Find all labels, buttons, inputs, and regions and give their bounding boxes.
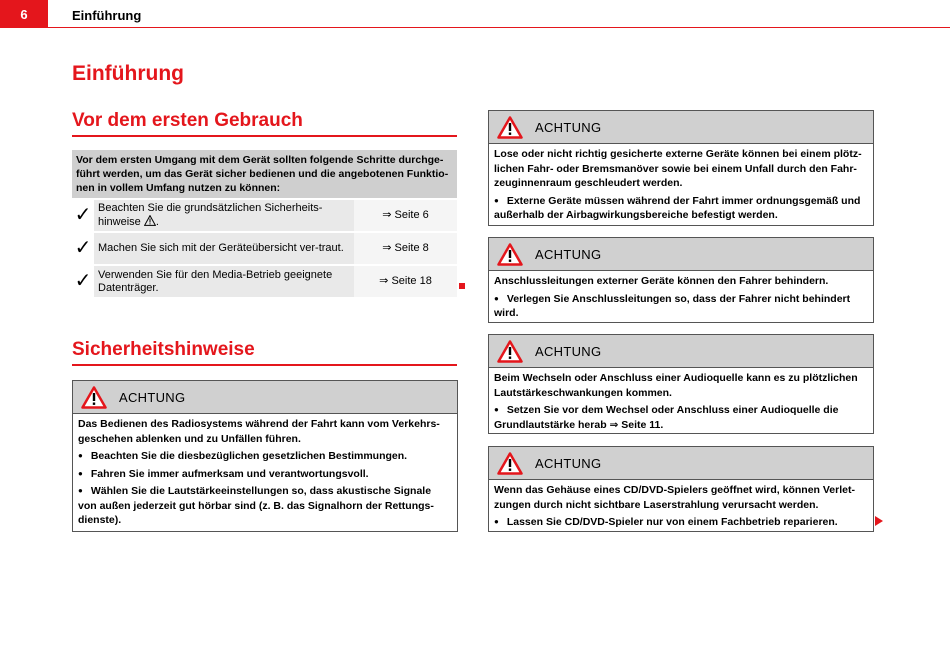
warning-box <box>488 334 874 434</box>
warning-header <box>489 111 873 144</box>
warning-body <box>489 271 873 327</box>
step-row <box>72 266 457 297</box>
warning-intro: Wenn das Gehäuse eines CD/DVD-Spielers geöffnet wird, können Verlet-zungen durch nicht sichtbare Laserstrahlung verursacht werden. <box>494 484 855 511</box>
warning-intro: Das Bedienen des Radiosystems während der Fahrt kann vom Verkehrs-geschehen ablenken und zu Unfällen führen. <box>78 418 440 445</box>
warning-intro: Anschlussleitungen externer Geräte können den Fahrer behindern. <box>494 275 829 287</box>
section-title-safety: Sicherheitshinweise <box>72 338 457 366</box>
warning-triangle-icon <box>497 116 523 139</box>
page-title: Einführung <box>72 62 184 85</box>
warning-bullet: ● Lassen Sie CD/DVD-Spieler nur von einem Fachbetrieb reparieren. <box>494 515 868 530</box>
section-end-marker <box>459 283 465 289</box>
warning-body <box>489 480 873 536</box>
warning-box <box>488 237 874 323</box>
warning-triangle-icon <box>497 452 523 475</box>
warning-triangle-icon <box>81 386 107 409</box>
step-page-ref[interactable]: ⇒ Seite 6 <box>354 200 457 231</box>
step-row <box>72 200 457 231</box>
warning-header <box>489 447 873 480</box>
warning-label: ACHTUNG <box>535 455 602 471</box>
warning-label: ACHTUNG <box>535 246 602 262</box>
warning-bullet: ● Verlegen Sie Anschlussleitungen so, dass der Fahrer nicht behindert wird. <box>494 292 868 321</box>
warning-header <box>489 335 873 368</box>
step-text: Beachten Sie die grundsätzlichen Sicherheits-hinweise . <box>98 202 323 228</box>
warning-box <box>488 446 874 532</box>
warning-bullet: ● Externe Geräte müssen während der Fahrt immer ordnungsgemäß und außerhalb der Airbagwirkungsbereiche befestigt werden. <box>494 194 868 223</box>
warning-header <box>489 238 873 271</box>
warning-box <box>72 380 458 532</box>
warning-box <box>488 110 874 226</box>
warning-triangle-icon <box>497 340 523 363</box>
continue-arrow-icon <box>875 516 883 526</box>
page-number: 6 <box>0 0 48 28</box>
steps-intro: Vor dem ersten Umgang mit dem Gerät sollten folgende Schritte durchge-führt werden, um das Gerät sicher bedienen und die angebotenen Funktio-nen in vollem Umfang nutzen zu können: <box>72 150 457 198</box>
step-text: Machen Sie sich mit der Geräteübersicht ver-traut. <box>98 242 344 254</box>
warning-intro: Beim Wechseln oder Anschluss einer Audioquelle kann es zu plötzlichen Lautstärkeschwankungen kommen. <box>494 372 858 399</box>
warning-label: ACHTUNG <box>535 119 602 135</box>
steps-table <box>72 150 457 297</box>
warning-intro: Lose oder nicht richtig gesicherte externe Geräte können bei einem plötz-lichen Fahr- oder Bremsmanöver sowie bei einem Unfall durch den Fahr-zeuginnenraum geschleudert werden. <box>494 148 862 189</box>
section-title-before-use: Vor dem ersten Gebrauch <box>72 109 457 137</box>
checkmark-icon: ✓ <box>72 233 94 264</box>
checkmark-icon: ✓ <box>72 266 94 297</box>
warning-label: ACHTUNG <box>535 343 602 359</box>
step-page-ref[interactable]: ⇒ Seite 18 <box>354 266 457 297</box>
warning-bullet: ● Setzen Sie vor dem Wechsel oder Anschluss einer Audioquelle die Grundlautstärke herab ⇒ Seite 11. <box>494 403 868 432</box>
step-page-ref[interactable]: ⇒ Seite 8 <box>354 233 457 264</box>
warning-bullet: ● Beachten Sie die diesbezüglichen gesetzlichen Bestimmungen. <box>78 449 452 464</box>
warning-header <box>73 381 457 414</box>
warning-body <box>489 368 873 438</box>
header-rule <box>48 27 950 28</box>
warning-bullet: ● Fahren Sie immer aufmerksam und verantwortungsvoll. <box>78 467 452 482</box>
warning-triangle-icon <box>497 243 523 266</box>
warning-body <box>73 414 457 534</box>
step-row <box>72 233 457 264</box>
warning-label: ACHTUNG <box>119 389 186 405</box>
warning-body <box>489 144 873 229</box>
running-header-title: Einführung <box>72 8 142 23</box>
step-text: Verwenden Sie für den Media-Betrieb geeignete Datenträger. <box>98 268 333 294</box>
checkmark-icon: ✓ <box>72 200 94 231</box>
warning-triangle-icon <box>144 215 156 226</box>
warning-bullet: ● Wählen Sie die Lautstärkeeinstellungen so, dass akustische Signale von außen jederzeit gut hörbar sind (z. B. das Signalhorn der Rettungs-dienste). <box>78 484 452 528</box>
